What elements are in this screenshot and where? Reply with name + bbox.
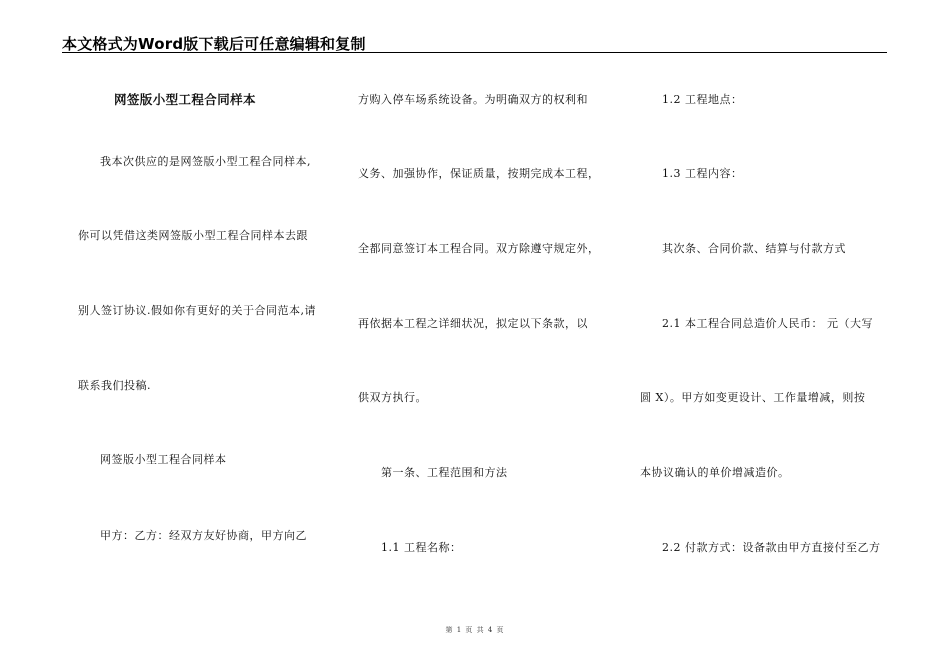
section-heading: 其次条、合同价款、结算与付款方式 <box>662 242 846 255</box>
paragraph-line: 再依据本工程之详细状况，拟定以下条款，以 <box>358 317 588 330</box>
paragraph-line: 圆 X）。甲方如变更设计、工作量增减，则按 <box>640 391 866 404</box>
paragraph-line: 联系我们投稿. <box>78 379 151 392</box>
paragraph-line: 1.2 工程地点： <box>662 93 743 106</box>
paragraph-line: 你可以凭借这类网签版小型工程合同样本去跟 <box>78 229 308 242</box>
paragraph-line: 全都同意签订本工程合同。双方除遵守规定外， <box>358 242 600 255</box>
paragraph-line: 我本次供应的是网签版小型工程合同样本, <box>100 155 311 168</box>
paragraph-line: 1.3 工程内容： <box>662 167 743 180</box>
document-title: 网签版小型工程合同样本 <box>114 92 256 107</box>
paragraph-line: 甲方：乙方：经双方友好协商，甲方向乙 <box>100 529 307 542</box>
paragraph-line: 义务、加强协作，保证质量，按期完成本工程， <box>358 167 600 180</box>
section-heading: 网签版小型工程合同样本 <box>100 453 227 466</box>
document-header: 本文格式为Word版下载后可任意编辑和复制 <box>62 35 366 53</box>
paragraph-line: 2.1 本工程合同总造价人民币： 元（大写 <box>662 317 873 330</box>
paragraph-line: 供双方执行。 <box>358 391 427 404</box>
paragraph-line: 方购入停车场系统设备。为明确双方的权利和 <box>358 93 588 106</box>
paragraph-line: 1.1 工程名称： <box>381 541 462 554</box>
page-number-footer: 第 1 页 共 4 页 <box>445 626 505 634</box>
paragraph-line: 别人签订协议.假如你有更好的关于合同范本,请 <box>78 304 316 317</box>
paragraph-line: 本协议确认的单价增减造价。 <box>640 466 790 479</box>
paragraph-line: 2.2 付款方式：设备款由甲方直接付至乙方 <box>662 541 881 554</box>
header-divider <box>62 52 887 53</box>
section-heading: 第一条、工程范围和方法 <box>381 466 508 479</box>
